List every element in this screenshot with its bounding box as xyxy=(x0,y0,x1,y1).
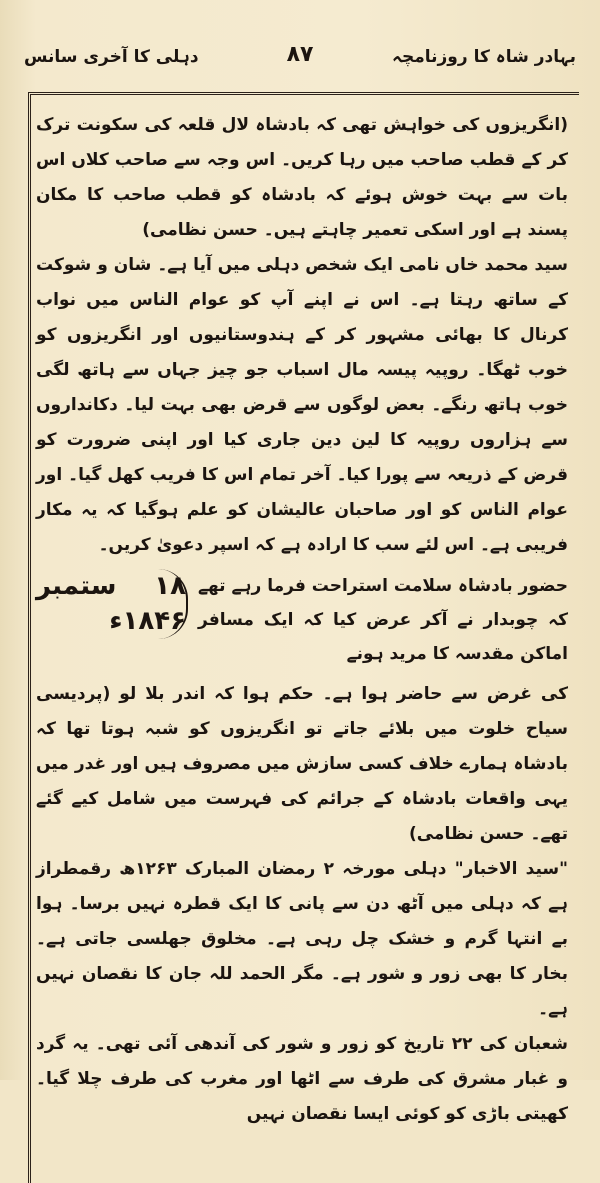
chapter-title: دہلی کا آخری سانس xyxy=(24,47,199,67)
page-header xyxy=(24,42,576,82)
paragraph-intro: (انگریزوں کی خواہش تھی کہ بادشاہ لال قلعہ کی سکونت ترک کر کے قطب صاحب میں رہا کریں۔ اس وجہ سے صاحب کلاں اس بات سے بہت خوش ہوئے کہ بادشاہ کو قطب صاحب کا مکان پسند ہے اور اسکی تعمیر چاہتے ہیں۔ حسن نظامی) xyxy=(36,115,568,240)
dated-entry-continued: کی غرض سے حاضر ہوا ہے۔ حکم ہوا کہ اندر بلا لو (پردیسی سیاح خلوت میں بلائے جاتے تو انگریزوں کو شبہ ہوتا تھا کہ بادشاہ ہمارے خلاف کسی سازش میں مصروف ہیں اور غدر میں یہی واقعات بادشاہ کے جرائم کی فہرست میں شامل کیے گئے تھے۔ حسن نظامی) xyxy=(36,684,568,844)
dated-entry-opening: حضور بادشاہ سلامت استراحت فرما رہے تھے کہ چوبدار نے آکر عرض کیا کہ ایک مسافر اماکن مقدسہ کا مرید ہونے xyxy=(198,576,568,664)
paragraph-syed-muhammad: سید محمد خاں نامی ایک شخص دہلی میں آیا ہے۔ شان و شوکت کے ساتھ رہتا ہے۔ اس نے اپنے آپ کو عوام الناس میں نواب کرنال کا بھائی مشہور کر کے ہندوستانیوں اور انگریزوں کو خوب ٹھگا۔ روپیہ پیسہ مال اسباب جو چیز جہاں سے ہاتھ لگی خوب ہاتھ رنگے۔ بعض لوگوں سے قرض بھی بہت لیا۔ دکانداروں سے ہزاروں روپیہ کا لین دین جاری کیا اور اپنی ضرورت کو قرض کے ذریعہ سے پورا کیا۔ آخر تمام اس کا فریب کھل گیا۔ اور عوام الناس کو اور صاحبان عالیشان کو علم ہوگیا کہ یہ مکار فریبی ہے۔ اس لئے سب کا ارادہ ہے کہ اسپر دعویٰ کریں۔ xyxy=(36,255,568,555)
date-heading: ۱۸ ستمبر ۱۸۴۶ء xyxy=(36,569,188,639)
paragraph-news: "سید الاخبار" دہلی مورخہ ۲ رمضان المبارک ۱۲۶۳ھ رقمطراز ہے کہ دہلی میں آٹھ دن سے پانی کا ایک قطرہ نہیں برسا۔ ہوا بے انتہا گرم و خشک چل رہی ہے۔ مخلوق جھلسی جاتی ہے۔ بخار کا بھی زور و شور ہے۔ مگر الحمد للہ جان کا نقصان نہیں ہے۔ xyxy=(36,859,569,1019)
paragraph-final: شعبان کی ۲۲ تاریخ کو زور و شور کی آندھی آئی تھی۔ یہ گرد و غبار مشرق کی طرف سے اٹھا اور مغرب کی طرف چلا گیا۔ کھیتی باڑی کو کوئی ایسا نقصان نہیں xyxy=(36,1034,568,1124)
page-body xyxy=(36,108,568,1132)
page-number: ۸۷ xyxy=(286,42,314,67)
dated-entry xyxy=(36,569,568,673)
book-title: بہادر شاہ کا روزنامچہ xyxy=(392,47,576,67)
